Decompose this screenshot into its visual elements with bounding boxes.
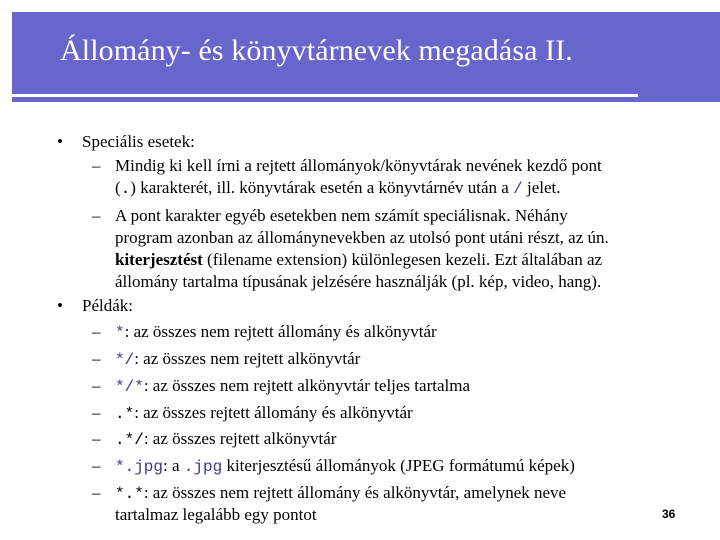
text: jelet.	[522, 178, 561, 197]
text: : a	[163, 456, 184, 475]
code-pattern: *.*	[115, 485, 144, 503]
sub2-line4: állomány tartalma típusának jelzésére használják (pl. kép, video, hang).	[115, 272, 602, 291]
text: : az összes nem rejtett állomány és alkönyvtár	[124, 322, 437, 341]
code-slash: /	[513, 180, 523, 198]
bullet-dot: •	[57, 296, 63, 315]
example-item	[115, 374, 470, 399]
text: : az összes nem rejtett alkönyvtár teljes tartalma	[143, 376, 470, 395]
dash-marker: –	[92, 206, 101, 225]
page-number: 36	[662, 507, 676, 521]
example-item	[115, 320, 437, 345]
code-pattern: *	[115, 324, 125, 342]
bullet-dot: •	[57, 132, 63, 151]
sub2-line3	[115, 248, 602, 271]
text: : az összes nem rejtett állomány és alkönyvtár, amelynek neve	[143, 483, 567, 502]
dash-marker: –	[92, 156, 101, 175]
dash-marker: –	[92, 376, 101, 395]
code-pattern: .*	[115, 405, 135, 423]
sub2-line1: A pont karakter egyéb esetekben nem számít speciálisnak. Néhány	[115, 206, 568, 225]
code-pattern: */	[115, 351, 135, 369]
sub1-line2	[115, 176, 560, 201]
code-dot: .	[120, 180, 131, 198]
sub2-line2: program azonban az állománynevekben az utolsó pont utáni részt, az ún.	[115, 228, 609, 247]
example-item	[115, 427, 336, 452]
dash-marker: –	[92, 429, 101, 448]
bullet-special-cases: Speciális esetek:	[82, 132, 195, 151]
bold-term: kiterjesztést	[115, 250, 203, 269]
sub1-line1: Mindig ki kell írni a rejtett állományok/könyvtárak nevének kezdő pont	[115, 156, 602, 175]
text: (	[115, 178, 121, 197]
bullet-examples: Példák:	[82, 296, 133, 315]
dash-marker: –	[92, 483, 101, 502]
example-item	[115, 401, 413, 426]
text: (filename extension) különlegesen kezeli. Ezt általában az	[202, 250, 603, 269]
dash-marker: –	[92, 403, 101, 422]
code-pattern: .*/	[115, 431, 144, 449]
text: kiterjesztésű állományok (JPEG formátumú képek)	[222, 456, 575, 475]
example-item-continuation: tartalmaz legalább egy pontot	[115, 505, 317, 524]
text: ) karakterét, ill. könyvtárak esetén a könyvtárnév után a	[130, 178, 514, 197]
text: : az összes rejtett állomány és alkönyvtár	[134, 403, 413, 422]
code-pattern: *.jpg	[115, 458, 164, 476]
dash-marker: –	[92, 349, 101, 368]
code-pattern: .jpg	[183, 458, 223, 476]
dash-marker: –	[92, 456, 101, 475]
example-item	[115, 347, 360, 372]
text: : az összes nem rejtett alkönyvtár	[134, 349, 361, 368]
dash-marker: –	[92, 322, 101, 341]
example-item	[115, 454, 575, 479]
slide-title: Állomány- és könyvtárnevek megadása II.	[60, 34, 573, 67]
code-pattern: */*	[115, 378, 144, 396]
text: : az összes rejtett alkönyvtár	[143, 429, 337, 448]
